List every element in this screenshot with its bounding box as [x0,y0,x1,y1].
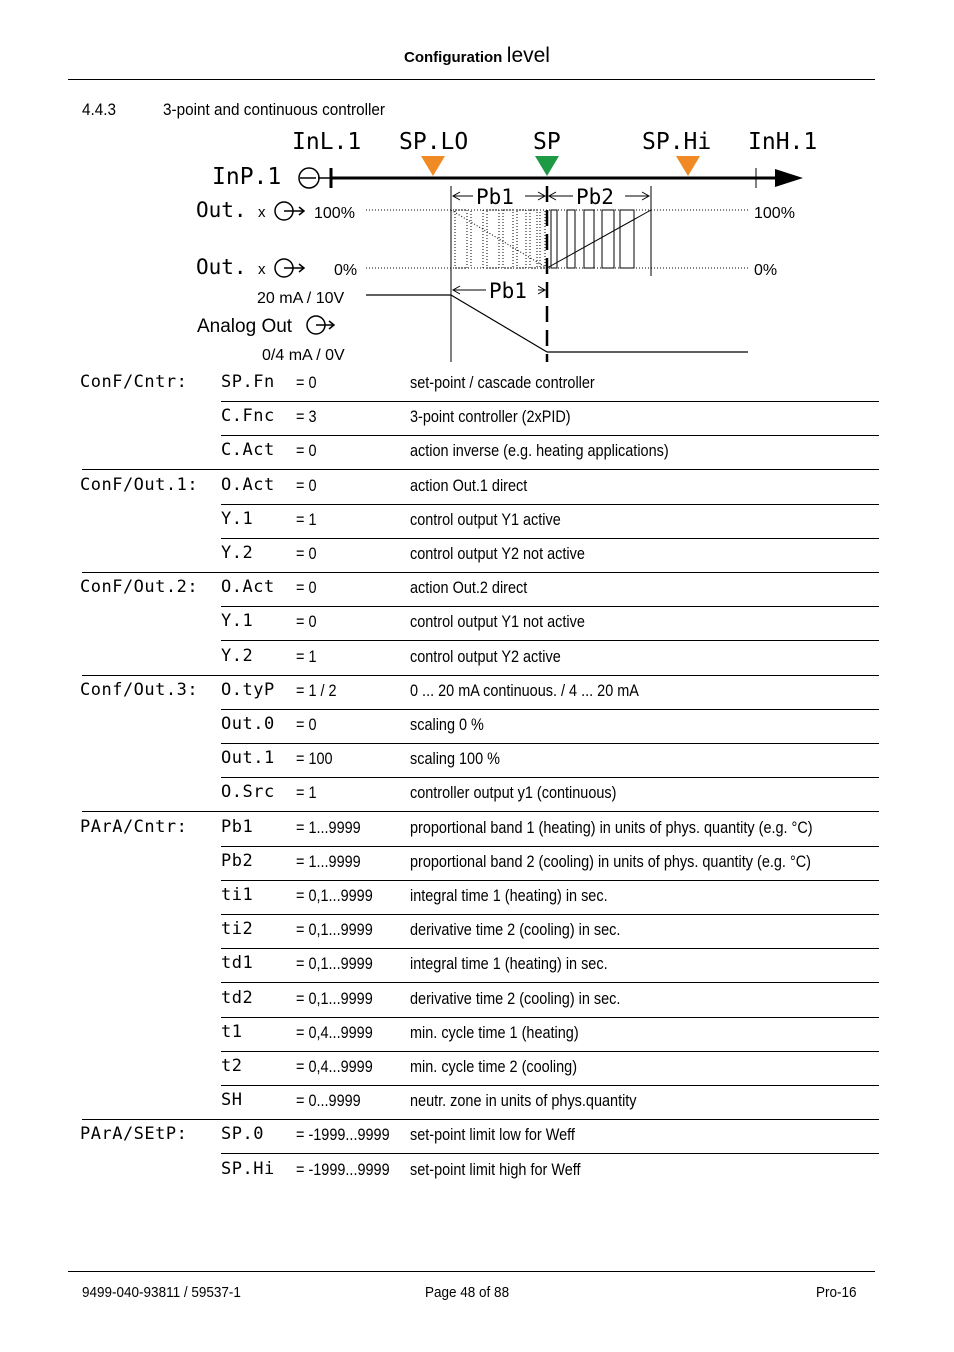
ma0-label: 0/4 mA / 0V [262,347,345,364]
row-value: = 0 [296,544,317,563]
row-param: ti2 [221,919,254,940]
row-desc: set-point limit high for Weff [410,1159,581,1179]
row-param: Y.2 [221,543,254,563]
row-param: O.Src [221,782,275,803]
row-desc: integral time 1 (heating) in sec. [410,886,608,905]
row-group: PArA/Cntr: [80,816,188,837]
row-value: = 0,4...9999 [296,1022,373,1042]
table-row [0,436,954,470]
row-value: = 0,4...9999 [296,1057,373,1076]
table-row [0,847,954,881]
header-bold: Configuration [404,49,503,66]
row-desc: derivative time 2 (cooling) in sec. [410,988,621,1008]
row-value: = 0 [296,475,317,495]
table-row [0,1018,954,1052]
row-value: = 1...9999 [296,851,361,871]
analog-ramp [451,295,547,352]
section-number: 4.4.3 [82,100,117,119]
row-param: Pb1 [221,816,254,837]
row-param: Y.1 [221,611,254,632]
analog-out-label: Analog Out [197,316,293,337]
row-value: = 0...9999 [296,1091,361,1111]
row-desc: 3-point controller (2xPID) [410,407,571,427]
ma20-label: 20 mA / 10V [257,290,345,307]
table-row [0,505,954,539]
row-param: Y.1 [221,508,254,529]
sp-lo-marker [421,156,445,176]
pb2-label: Pb2 [576,185,614,209]
row-value: = 3 [296,407,317,427]
row-param: Out.1 [221,748,275,769]
row-desc: scaling 100 % [410,749,500,769]
row-desc: scaling 0 % [410,715,484,734]
row-group: PArA/SEtP: [80,1124,188,1145]
row-desc: action Out.1 direct [410,475,528,495]
row-param: O.Act [221,577,275,598]
table-row [0,368,954,402]
table-row [0,1155,954,1189]
cooling-pulses [547,210,651,268]
row-desc: action inverse (e.g. heating applications) [410,441,669,461]
row-group: Conf/Out.3: [80,679,199,700]
row-group: ConF/Out.1: [80,474,199,495]
row-param: td1 [221,953,254,974]
sp-hi-marker [676,156,700,176]
row-param: SH [221,1090,243,1111]
row-desc: min. cycle time 2 (cooling) [410,1057,578,1076]
table-row [0,1086,954,1120]
row-param: O.Act [221,474,275,495]
row-desc: set-point / cascade controller [410,373,595,392]
pct0-left: 0% [334,262,358,279]
row-desc: neutr. zone in units of phys.quantity [410,1091,637,1111]
row-value: = 0 [296,578,317,598]
out1-label: Out. [196,198,247,222]
row-group: ConF/Cntr: [80,372,188,392]
row-value: = 0 [296,373,317,392]
row-desc: 0 ... 20 mA continuous. / 4 ... 20 mA [410,680,639,700]
row-desc: derivative time 2 (cooling) in sec. [410,920,621,940]
inl-label: InL.1 [292,129,362,155]
table-row [0,471,954,505]
row-desc: controller output y1 (continuous) [410,783,617,803]
axis-arrowhead [775,169,803,187]
section-title: 3-point and continuous controller [163,100,386,119]
row-desc: control output Y2 not active [410,544,585,563]
row-param: Y.2 [221,645,254,666]
row-value: = 1 [296,783,317,803]
sp-lo-label: SP.LO [399,129,469,155]
table-row [0,915,954,949]
row-value: = -1999...9999 [296,1159,390,1179]
table-row [0,642,954,676]
out1-x: x [258,204,266,221]
row-value: = 100 [296,749,333,769]
row-desc: control output Y1 active [410,509,561,529]
row-param: SP.0 [221,1124,264,1145]
row-param: td2 [221,987,254,1008]
row-param: O.tyP [221,679,275,700]
footer-docnum: 9499-040-93811 / 59537-1 [82,1284,241,1301]
table-row [0,744,954,778]
row-desc: proportional band 2 (cooling) in units of phys. quantity (e.g. °C) [410,851,811,871]
inh-label: InH.1 [748,129,818,155]
section-heading [82,100,385,120]
row-value: = 0,1...9999 [296,988,373,1008]
row-value: = 1 [296,646,317,666]
pct0-right: 0% [754,262,778,279]
out2-label: Out. [196,255,247,279]
table-row [0,949,954,983]
row-param: t1 [221,1021,243,1042]
table-row [0,710,954,744]
sp-marker [535,156,559,176]
pct100-left: 100% [314,205,355,222]
table-row [0,1052,954,1086]
row-desc: set-point limit low for Weff [410,1125,575,1145]
row-param: SP.Fn [221,372,275,392]
table-row [0,813,954,847]
table-row [0,1120,954,1154]
row-value: = 0,1...9999 [296,954,373,974]
row-value: = 0 [296,612,317,632]
table-row [0,778,954,812]
pb1b-label: Pb1 [489,279,527,303]
table-row [0,539,954,573]
table-row [0,676,954,710]
row-param: C.Fnc [221,406,275,427]
sp-hi-label: SP.Hi [642,129,712,155]
pct100-right: 100% [754,205,795,222]
row-value: = 0,1...9999 [296,920,373,940]
row-value: = 0 [296,715,317,734]
row-desc: proportional band 1 (heating) in units of phys. quantity (e.g. °C) [410,817,813,837]
inp-label: InP.1 [212,164,282,190]
row-value: = 0 [296,441,317,461]
table-row [0,402,954,436]
row-param: Pb2 [221,850,254,871]
row-param: ti1 [221,885,254,905]
row-desc: control output Y2 active [410,646,561,666]
row-value: = -1999...9999 [296,1125,390,1145]
pb1-label: Pb1 [476,185,514,209]
row-group: ConF/Out.2: [80,577,199,598]
row-param: Out.0 [221,714,275,734]
footer-model: Pro-16 [816,1284,857,1301]
row-value: = 0,1...9999 [296,886,373,905]
row-value: = 1...9999 [296,817,361,837]
table-row [0,607,954,641]
table-row [0,984,954,1018]
row-desc: control output Y1 not active [410,612,585,632]
header-rule [68,79,875,80]
row-param: C.Act [221,440,275,461]
controller-diagram [0,120,954,370]
heating-pulses [451,210,547,268]
table-row [0,881,954,915]
row-desc: min. cycle time 1 (heating) [410,1022,579,1042]
footer-rule [68,1271,875,1272]
table-row [0,573,954,607]
row-value: = 1 [296,509,317,529]
row-param: t2 [221,1056,243,1076]
header-light: level [506,44,550,67]
row-param: SP.Hi [221,1158,275,1179]
row-value: = 1 / 2 [296,680,337,700]
page-header [0,44,954,68]
out2-x: x [258,261,266,278]
footer-page: Page 48 of 88 [425,1284,510,1301]
row-desc: integral time 1 (heating) in sec. [410,954,608,974]
sp-label: SP [533,129,561,155]
row-desc: action Out.2 direct [410,578,528,598]
